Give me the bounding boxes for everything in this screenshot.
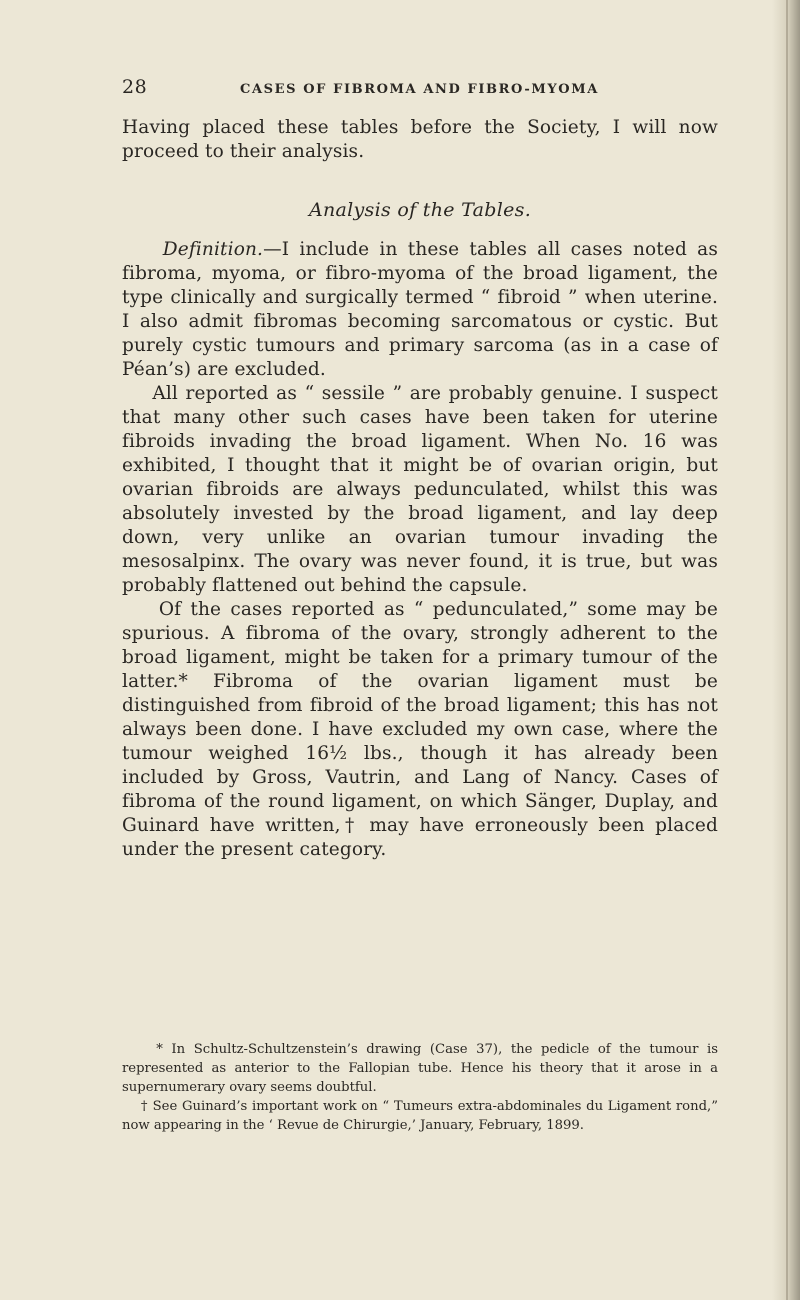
footnote-asterisk-text: * In Schultz-Schultzenstein’s drawing (Case 37), the pedicle of the tumour is represented as anterior to the Fallopian tube. Hence his theory that it arose in a supernumerary ovary seems doubtful. [122,1042,718,1095]
definition-text: —I include in these tables all cases noted as fibroma, myoma, or fibro-myoma of the broad ligament, the type clinically and surgically termed “ fibroid ” when uterine. I also admit fibromas becoming sarcomatous or cystic. But purely cystic tumours and primary sarcoma (as in a case of Péan’s) are excluded. [122,239,718,380]
sessile-paragraph [122,382,718,598]
definition-lead: Definition. [162,239,264,260]
running-title: CASES OF FIBROMA AND FIBRO-MYOMA [240,82,599,97]
section-heading: Analysis of the Tables. [308,199,532,221]
pedunculated-paragraph [122,598,718,862]
running-head [122,76,682,106]
sessile-text: All reported as “ sessile ” are probably genuine. I suspect that many other such cases have been taken for uterine fibroids invading the broad ligament. When No. 16 was exhibited, I thought that it might be of ovarian origin, but ovarian fibroids are always pedunculated, whilst this was absolutely invested by the broad ligament, and lay deep down, very unlike an ovarian tumour invading the mesosalpinx. The ovary was never found, it is true, but was probably flattened out behind the capsule. [122,383,718,596]
body-text [122,116,718,862]
footnote-asterisk [122,1040,718,1097]
definition-paragraph [122,238,718,382]
footnotes [122,1040,718,1135]
page-number: 28 [122,76,148,98]
footnote-dagger [122,1097,718,1135]
intro-paragraph: Having placed these tables before the Society, I will now proceed to their analysis. [122,117,718,162]
pedunculated-text: Of the cases reported as “ pedunculated,” some may be spurious. A fibroma of the ovary, strongly adherent to the broad ligament, might be taken for a primary tumour of the latter.* Fibroma of the ovarian ligament must be distinguished from fibroid of the broad ligament; this has not always been done. I have excluded my own case, where the tumour weighed 16½ lbs., though it has already been included by Gross, Vautrin, and Lang of Nancy. Cases of fibroma of the round ligament, on which Sänger, Duplay, and Guinard have written,† may have erroneously been placed under the present category. [122,599,718,860]
page-edge-line [786,0,788,1300]
footnote-dagger-text: † See Guinard’s important work on “ Tumeurs extra-abdominales du Ligament rond,” now appearing in the ‘ Revue de Chirurgie,’ January, February, 1899. [122,1099,718,1133]
